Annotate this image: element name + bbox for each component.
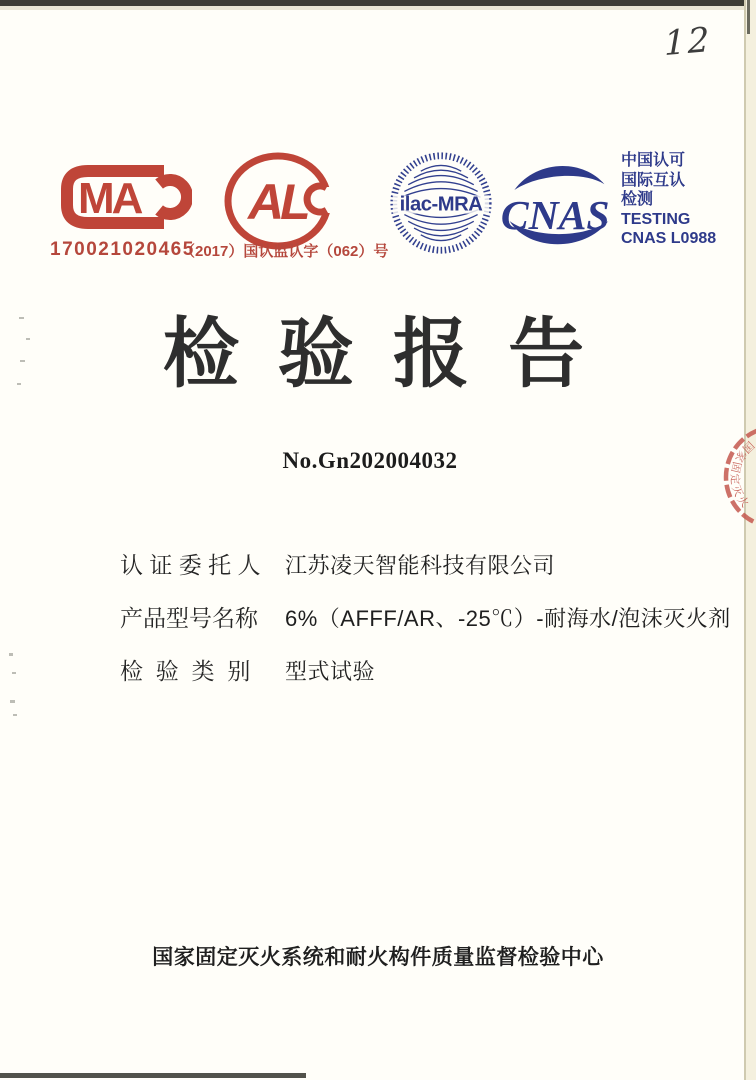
cnas-text-block (621, 151, 753, 249)
field-value: 江苏凌天智能科技有限公司 (285, 553, 556, 578)
cnas-line: TESTING (621, 210, 691, 228)
cma-logo-icon (52, 158, 192, 238)
cnas-line: 国际互认 (621, 171, 686, 189)
ilac-mra-logo-icon (388, 149, 494, 257)
field-row-test-category (120, 653, 731, 683)
cnas-line: 检测 (621, 191, 654, 208)
field-label: 认 证 委 托 人 (120, 552, 261, 578)
scan-speck (9, 653, 13, 656)
report-number: No.Gn202004032 (282, 448, 458, 473)
field-label: 检 验 类 别 (120, 658, 251, 684)
issuing-center-name: 国家固定灭火系统和耐火构件质量监督检验中心 (152, 946, 604, 969)
scan-speck (12, 672, 16, 674)
al-caption: （2017）国认监认字（062）号 (180, 243, 389, 260)
cma-certificate-number: 170021020465 (50, 239, 195, 260)
stamp-partial-text: 国家固定灭火 (727, 438, 756, 512)
field-label: 产品型号名称 (120, 605, 258, 631)
cma-mark-text: MA (78, 174, 141, 223)
red-seal-stamp-icon (710, 415, 756, 539)
field-value: 6%（AFFF/AR、-25℃）-耐海水/泡沫灭火剂 (285, 606, 731, 631)
handwritten-page-number: 12 (663, 19, 712, 65)
scan-edge-top-shadow (0, 6, 756, 10)
scan-edge-bottom (0, 1073, 306, 1078)
al-mark-text: AL (248, 174, 307, 230)
field-row-applicant (120, 547, 731, 577)
field-value: 型式试验 (285, 659, 376, 684)
scan-speck (13, 714, 17, 716)
scan-speck (10, 700, 15, 703)
scan-edge-right-dark (747, 0, 750, 34)
field-row-product-model (120, 600, 731, 630)
cnas-mark-text: CNAS (500, 192, 610, 239)
cnas-logo-icon (498, 160, 616, 252)
cnas-line: 中国认可 (621, 152, 686, 169)
cnas-line: CNAS L0988 (621, 230, 717, 247)
ilac-mra-text: ilac-MRA (399, 193, 483, 216)
svg-text:国家固定灭火 (728, 438, 756, 511)
report-title: 检 验 报 告 (162, 312, 594, 397)
report-fields (120, 547, 731, 706)
